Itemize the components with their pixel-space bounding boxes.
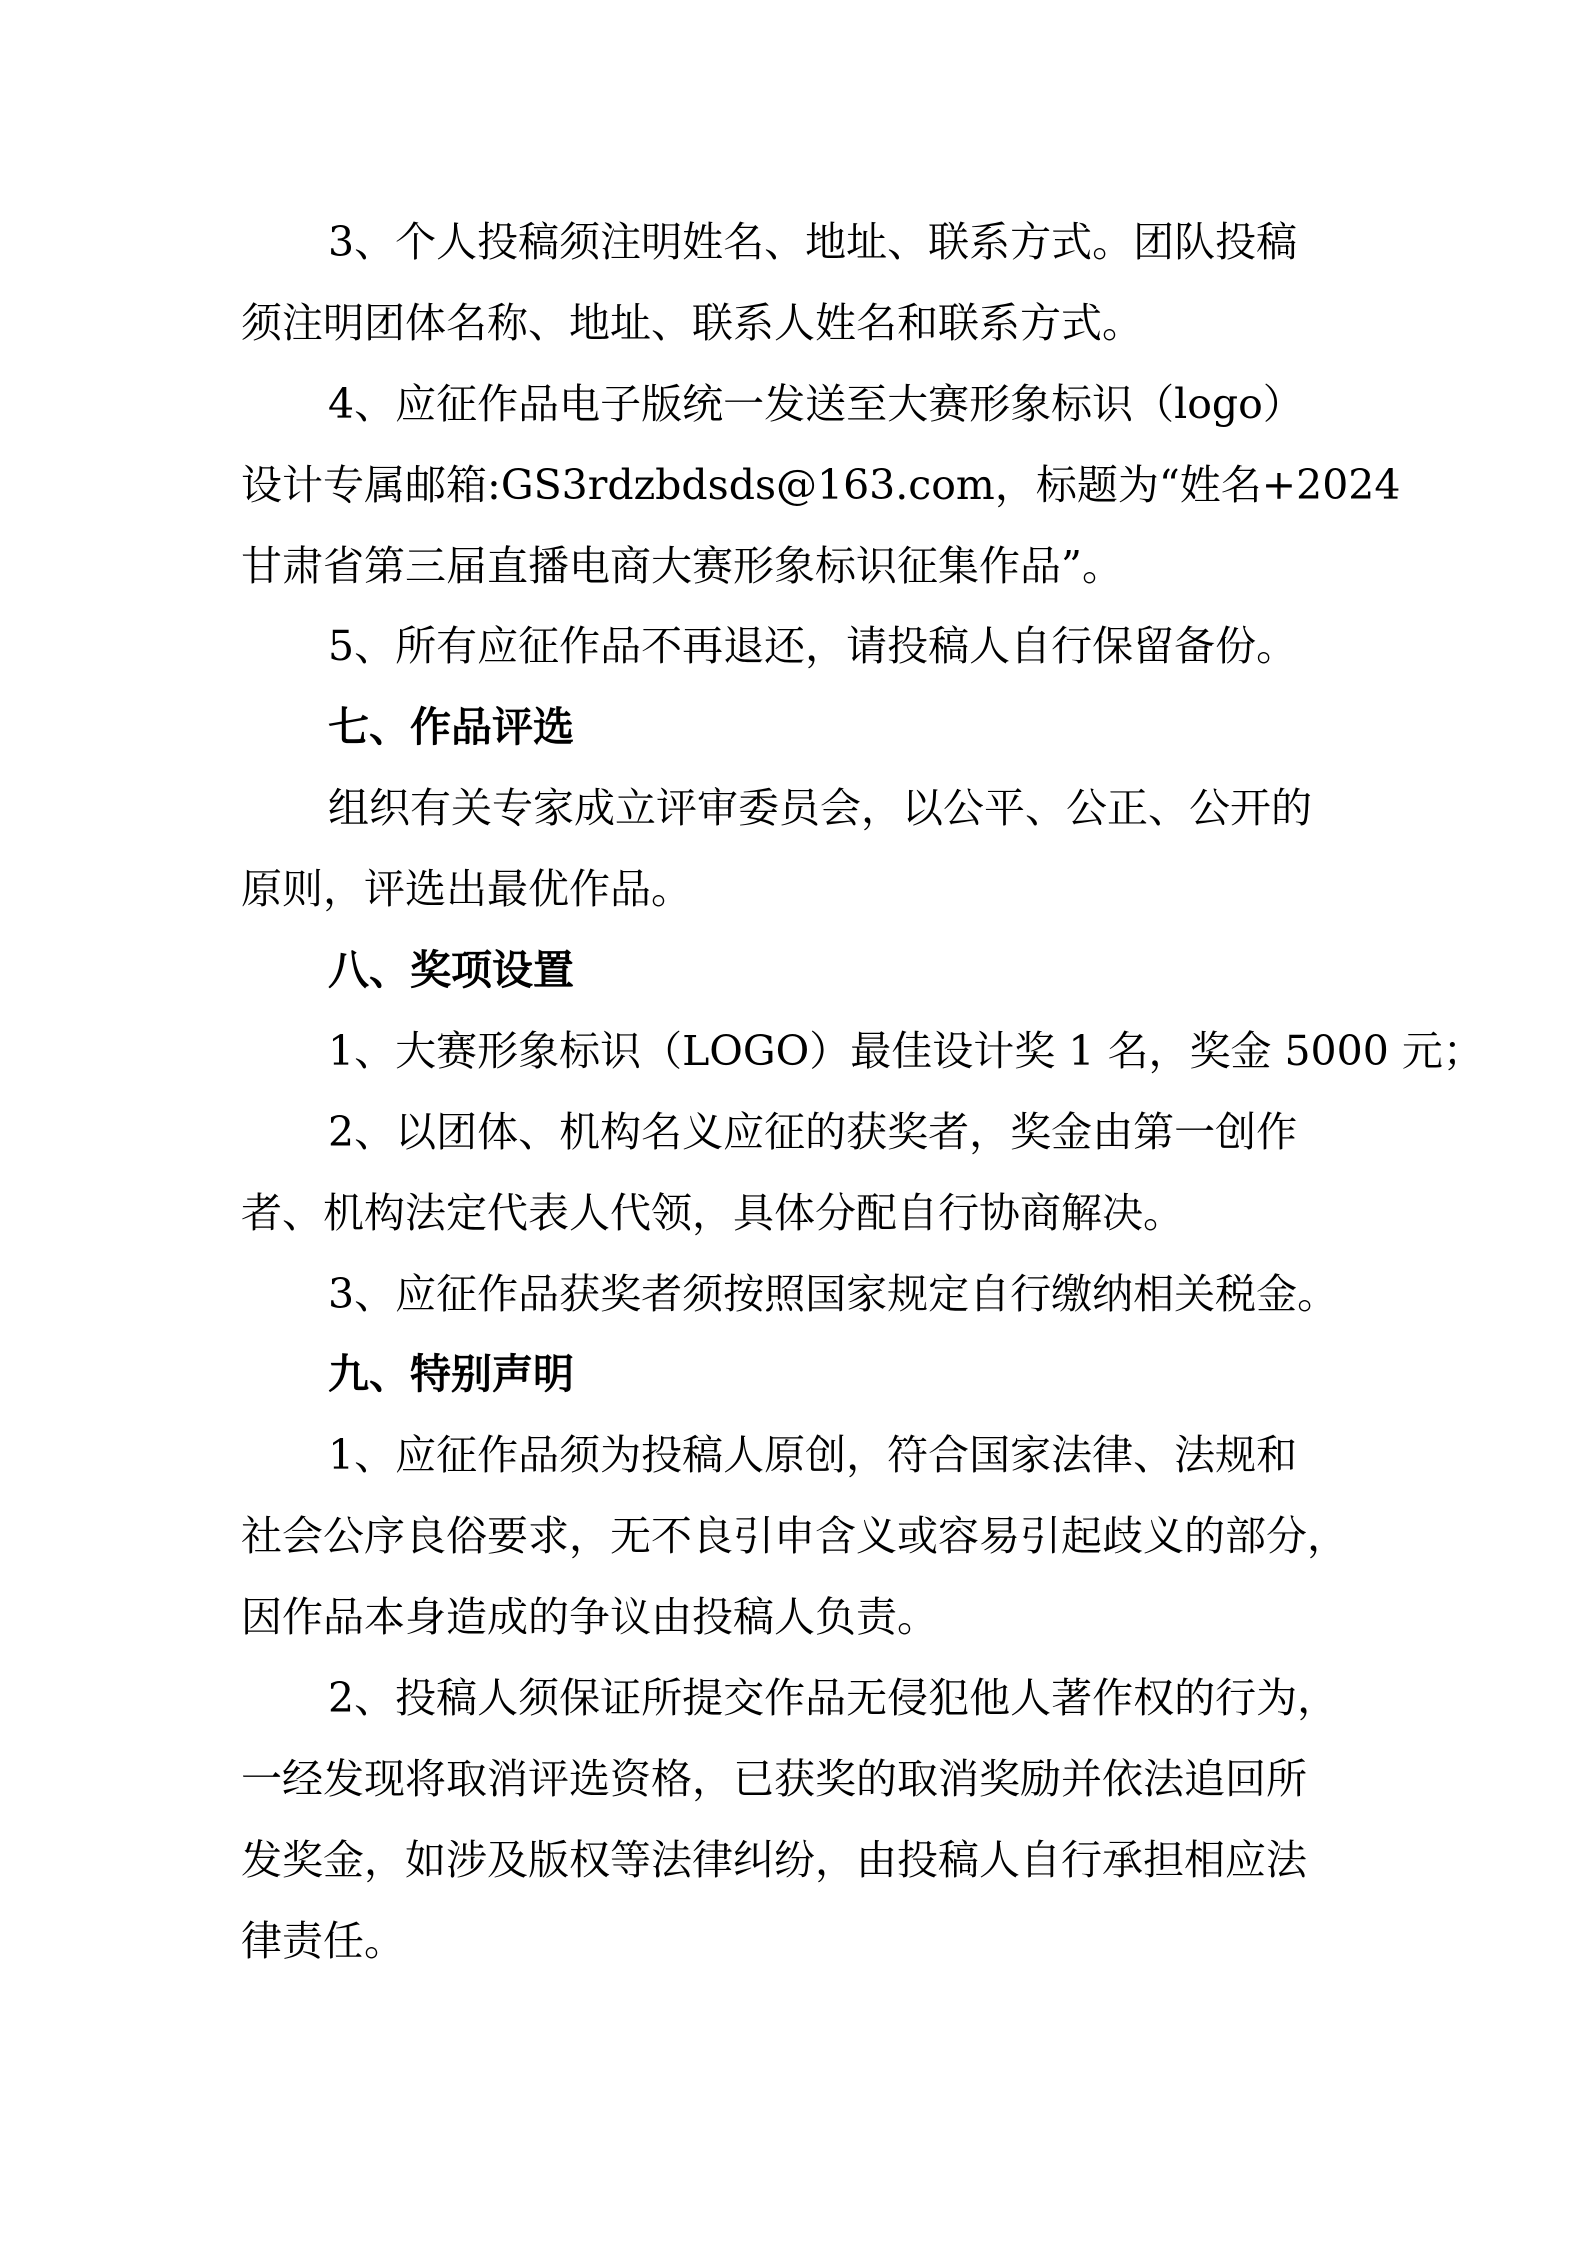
- section-heading: 七、作品评选: [328, 703, 574, 751]
- paragraph-line: 5、所有应征作品不再退还，请投稿人自行保留备份。: [328, 622, 1298, 670]
- paragraph-line: 2、投稿人须保证所提交作品无侵犯他人著作权的行为，: [328, 1674, 1339, 1722]
- paragraph-line: 社会公序良俗要求，无不良引申含义或容易引起歧义的部分，: [241, 1512, 1348, 1560]
- paragraph-line: 组织有关专家成立评审委员会，以公平、公正、公开的: [328, 784, 1312, 832]
- paragraph-line: 设计专属邮箱:GS3rdzbdsds@163.com，标题为“姓名+2024: [241, 461, 1401, 509]
- section-heading: 九、特别声明: [328, 1350, 574, 1398]
- paragraph-line: 甘肃省第三届直播电商大赛形象标识征集作品”。: [241, 542, 1123, 590]
- paragraph-line: 1、大赛形象标识（LOGO）最佳设计奖 1 名，奖金 5000 元；: [328, 1027, 1484, 1075]
- paragraph-line: 4、应征作品电子版统一发送至大赛形象标识（logo）: [328, 380, 1304, 428]
- paragraph-line: 2、以团体、机构名义应征的获奖者，奖金由第一创作: [328, 1108, 1298, 1156]
- paragraph-line: 一经发现将取消评选资格，已获奖的取消奖励并依法追回所: [241, 1755, 1307, 1803]
- paragraph-line: 者、机构法定代表人代领，具体分配自行协商解决。: [241, 1189, 1184, 1237]
- paragraph-line: 须注明团体名称、地址、联系人姓名和联系方式。: [241, 299, 1143, 347]
- paragraph-line: 因作品本身造成的争议由投稿人负责。: [241, 1593, 938, 1641]
- section-heading: 八、奖项设置: [328, 946, 574, 994]
- paragraph-line: 1、应征作品须为投稿人原创，符合国家法律、法规和: [328, 1431, 1298, 1479]
- paragraph-line: 发奖金，如涉及版权等法律纠纷，由投稿人自行承担相应法: [241, 1836, 1307, 1884]
- paragraph-line: 3、应征作品获奖者须按照国家规定自行缴纳相关税金。: [328, 1270, 1339, 1318]
- paragraph-line: 原则，评选出最优作品。: [241, 865, 692, 913]
- paragraph-line: 3、个人投稿须注明姓名、地址、联系方式。团队投稿: [328, 218, 1298, 266]
- paragraph-line: 律责任。: [241, 1917, 405, 1965]
